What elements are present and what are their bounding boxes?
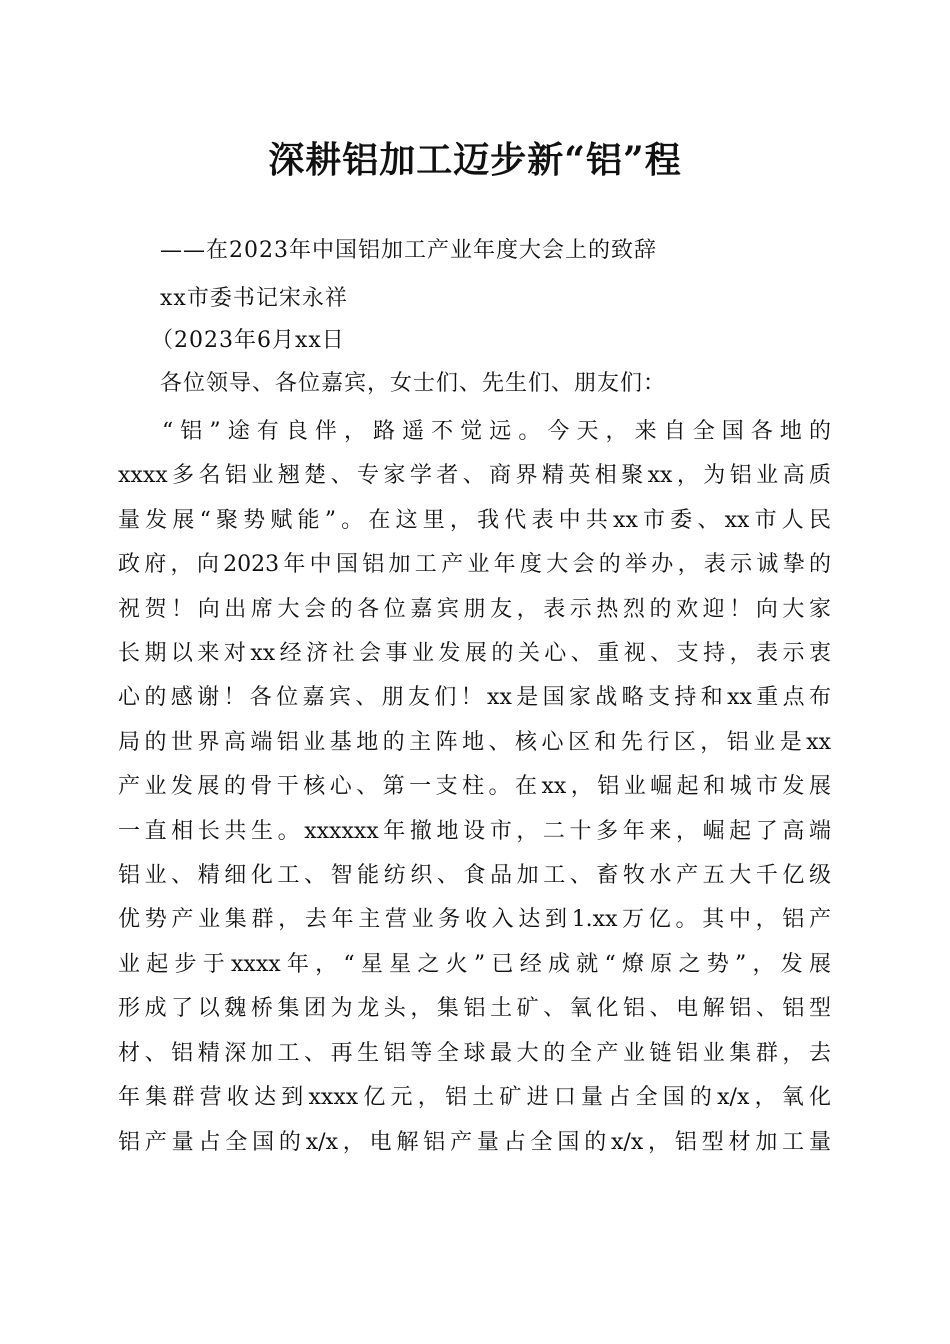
document-title: 深耕铝加工迈步新“铝”程	[268, 139, 682, 181]
document-salutation: 各位领导、各位嘉宾，女士们、先生们、朋友们：	[160, 371, 667, 396]
body-line: 产业发展的骨干核心、第一支柱。在xx，铝业崛起和城市发展	[118, 774, 831, 800]
body-line: 祝贺！向出席大会的各位嘉宾朋友，表示热烈的欢迎！向大家	[118, 596, 831, 622]
body-line: 铝业、精细化工、智能纺织、食品加工、畜牧水产五大千亿级	[118, 863, 831, 889]
body-line: 局的世界高端铝业基地的主阵地、核心区和先行区，铝业是xx	[118, 729, 831, 755]
body-line: 铝产量占全国的x/x，电解铝产量占全国的x/x，铝型材加工量	[118, 1129, 831, 1155]
body-line: 心的感谢！各位嘉宾、朋友们！xx是国家战略支持和xx重点布	[118, 685, 831, 711]
body-line: 年集群营收达到xxxx亿元，铝土矿进口量占全国的x/x，氧化	[118, 1085, 831, 1111]
body-line: xxxx多名铝业翘楚、专家学者、商界精英相聚xx，为铝业高质	[118, 463, 831, 489]
body-line: 业起步于xxxx年，“星星之火”已经成就“燎原之势”，发展	[118, 951, 831, 977]
body-line: 材、铝精深加工、再生铝等全球最大的全产业链铝业集群，去	[118, 1040, 831, 1066]
body-line: “铝”途有良伴，路遥不觉远。今天，来自全国各地的	[162, 419, 831, 444]
document-author: xx市委书记宋永祥	[160, 286, 348, 311]
body-line: 长期以来对xx经济社会事业发展的关心、重视、支持，表示衷	[118, 641, 831, 667]
document-body	[118, 410, 831, 1165]
document-date: （2023年6月xx日	[151, 328, 345, 353]
body-line: 优势产业集群，去年主营业务收入达到1.xx万亿。其中，铝产	[118, 907, 831, 933]
body-line: 政府，向2023年中国铝加工产业年度大会的举办，表示诚挚的	[118, 552, 831, 578]
document-subtitle: ——在2023年中国铝加工产业年度大会上的致辞	[160, 238, 657, 263]
body-line: 形成了以魏桥集团为龙头，集铝土矿、氧化铝、电解铝、铝型	[118, 996, 831, 1022]
body-line: 量发展“聚势赋能”。在这里，我代表中共xx市委、xx市人民	[118, 507, 831, 533]
body-line: 一直相长共生。xxxxxx年撤地设市，二十多年来，崛起了高端	[118, 818, 831, 844]
